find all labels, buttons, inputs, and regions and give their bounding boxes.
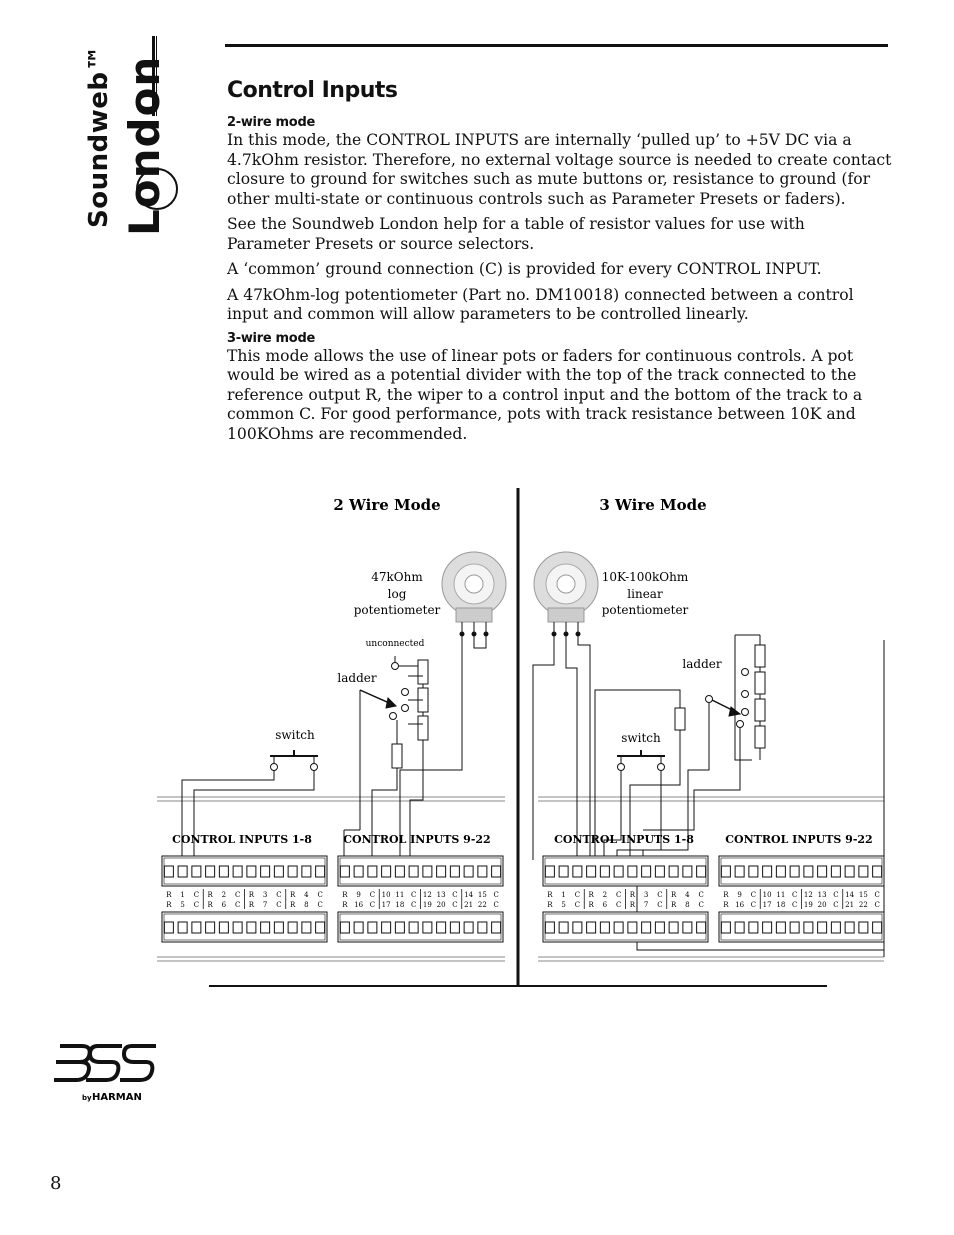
two-wire-paragraph: In this mode, the CONTROL INPUTS are internally ‘pulled up’ to +5V DC via a 4.7kOhm resistor. Therefore, no external voltage source is needed to create contact closure to ground for switches such as mute buttons or, resistance to ground (for other multi-state or continuous controls such as Parameter Presets or faders). (227, 131, 892, 208)
terminal-screw (845, 922, 854, 933)
terminal-label: R (588, 901, 594, 909)
terminal-label: 1 (180, 891, 185, 899)
logo-by: by (82, 1094, 92, 1102)
page-number: 8 (50, 1173, 62, 1194)
terminal-screw (288, 922, 297, 933)
potentiometer-icon (534, 552, 598, 634)
pot-label-line: 10K-100kOhm (601, 570, 689, 584)
switch-icon (182, 750, 318, 862)
resistor-ladder (360, 634, 486, 860)
terminal-label: 11 (776, 891, 786, 899)
logo-harman: HARMAN (92, 1092, 142, 1103)
resistor-ladder (595, 635, 884, 950)
three-wire-title: 3 Wire Mode (599, 496, 707, 514)
terminal-label: 4 (304, 891, 309, 899)
potentiometer-icon (442, 552, 506, 634)
terminal-label: C (410, 901, 417, 909)
terminal-screw (804, 866, 813, 877)
unconnected-label: unconnected (365, 639, 425, 649)
terminal-screw (763, 922, 772, 933)
terminal-label: C (874, 891, 880, 899)
brand-product-line: London (120, 55, 169, 236)
terminal-label: 14 (464, 891, 474, 899)
terminal-label: C (493, 891, 499, 899)
terminal-label: 2 (221, 891, 227, 899)
terminal-screw (464, 866, 473, 877)
terminal-screw (628, 866, 637, 877)
terminal-label: C (493, 901, 499, 909)
terminal-screw (261, 922, 270, 933)
terminal-label: C (833, 901, 839, 909)
terminal-block-9-22 (338, 856, 503, 942)
terminal-screw (247, 922, 256, 933)
terminal-label: 3 (643, 891, 649, 899)
terminal-screw (395, 922, 404, 933)
terminal-label: 12 (803, 891, 813, 899)
terminal-label: R (723, 901, 729, 909)
terminal-label: C (750, 901, 757, 909)
terminal-screw (437, 922, 446, 933)
terminal-screw (669, 866, 678, 877)
terminal-label: C (452, 891, 458, 899)
terminal-label: R (629, 891, 636, 899)
terminal-label: 19 (422, 901, 432, 909)
terminal-screw (831, 922, 840, 933)
terminal-screw (423, 922, 432, 933)
terminal-screw (776, 866, 785, 877)
terminal-block-1-8 (543, 856, 708, 942)
terminal-screw (721, 922, 730, 933)
terminal-label: R (289, 901, 296, 909)
terminal-label: R (670, 901, 677, 909)
terminal-label: 11 (395, 891, 405, 899)
terminal-label: C (276, 901, 282, 909)
terminal-screw (614, 922, 623, 933)
terminal-label: C (574, 901, 581, 909)
terminal-label: 19 (803, 901, 813, 909)
terminal-label: 14 (845, 891, 855, 899)
pot-label-line: linear (627, 587, 663, 601)
terminal-screw (735, 866, 744, 877)
terminal-screw (382, 922, 391, 933)
terminal-label: C (791, 891, 798, 899)
terminal-screw (340, 866, 349, 877)
three-wire-heading: 3-wire mode (227, 330, 315, 346)
terminal-label: C (750, 891, 757, 899)
terminal-screw (859, 922, 868, 933)
terminal-screw (164, 922, 173, 933)
terminal-screw (697, 866, 706, 877)
terminal-screw (804, 922, 813, 933)
terminal-screw (409, 866, 418, 877)
terminal-screw (233, 922, 242, 933)
terminal-label: 13 (436, 891, 446, 899)
block-title: CONTROL INPUTS 1-8 (554, 833, 694, 846)
terminal-screw (316, 866, 325, 877)
terminal-screw (600, 922, 609, 933)
pot-label-line: potentiometer (353, 603, 441, 617)
terminal-label: C (369, 901, 376, 909)
terminal-screw (683, 922, 692, 933)
two-wire-title: 2 Wire Mode (333, 496, 441, 514)
terminal-screw (219, 922, 228, 933)
terminal-label: 5 (561, 901, 566, 909)
terminal-label: R (629, 901, 636, 909)
terminal-label: C (193, 901, 200, 909)
terminal-label: 1 (561, 891, 566, 899)
terminal-label: 10 (381, 891, 391, 899)
terminal-screw (559, 922, 568, 933)
terminal-label: 7 (262, 901, 268, 909)
terminal-screw (192, 922, 201, 933)
terminal-label: R (547, 901, 553, 909)
terminal-label: C (833, 891, 839, 899)
terminal-screw (302, 866, 311, 877)
terminal-screw (340, 922, 349, 933)
terminal-screw (178, 866, 187, 877)
terminal-screw (164, 866, 173, 877)
terminal-label: 9 (356, 891, 361, 899)
terminal-screw (261, 866, 270, 877)
terminal-label: R (166, 901, 172, 909)
terminal-label: 16 (354, 901, 364, 909)
terminal-screw (831, 866, 840, 877)
terminal-screw (642, 922, 651, 933)
terminal-screw (545, 866, 554, 877)
terminal-block-1-8 (162, 856, 327, 942)
terminal-label: C (874, 901, 880, 909)
terminal-screw (587, 922, 596, 933)
pot-label-line: log (387, 587, 407, 601)
terminal-label: 18 (395, 901, 405, 909)
terminal-screw (559, 866, 568, 877)
terminal-label: 12 (422, 891, 432, 899)
terminal-screw (233, 866, 242, 877)
terminal-label: R (342, 901, 348, 909)
section-title: Control Inputs (227, 78, 398, 103)
terminal-label: C (698, 901, 704, 909)
pot-wiring (533, 634, 590, 860)
terminal-label: R (248, 891, 255, 899)
two-wire-paragraph: A 47kOhm-log potentiometer (Part no. DM10018) connected between a control input and common will allow parameters to be controlled linearly. (227, 285, 854, 323)
terminal-label: 6 (221, 901, 227, 909)
terminal-screw (614, 866, 623, 877)
terminal-screw (274, 866, 283, 877)
terminal-label: 5 (180, 901, 185, 909)
terminal-screw (464, 922, 473, 933)
terminal-screw (683, 866, 692, 877)
terminal-label: 17 (762, 901, 772, 909)
terminal-screw (382, 866, 391, 877)
top-rule (225, 44, 888, 47)
terminal-label: R (166, 891, 172, 899)
terminal-label: C (657, 891, 663, 899)
terminal-screw (437, 866, 446, 877)
terminal-screw (655, 922, 664, 933)
brand-product: Soundweb™ (84, 45, 114, 228)
block-title: CONTROL INPUTS 9-22 (725, 833, 873, 846)
terminal-label: C (698, 891, 704, 899)
terminal-label: 8 (304, 901, 309, 909)
terminal-screw (600, 866, 609, 877)
terminal-label: 17 (381, 901, 391, 909)
terminal-screw (450, 866, 459, 877)
terminal-screw (859, 866, 868, 877)
terminal-screw (628, 922, 637, 933)
terminal-screw (206, 866, 215, 877)
two-wire-paragraph: A ‘common’ ground connection (C) is provided for every CONTROL INPUT. (227, 260, 822, 278)
terminal-label: 13 (817, 891, 827, 899)
two-wire-heading: 2-wire mode (227, 115, 315, 130)
terminal-label: R (670, 891, 677, 899)
terminal-label: 20 (817, 901, 827, 909)
terminal-screw (478, 866, 487, 877)
terminal-label: R (723, 891, 729, 899)
terminal-screw (763, 866, 772, 877)
terminal-label: 21 (845, 901, 855, 909)
terminal-label: 15 (858, 891, 868, 899)
switch-icon (604, 750, 665, 862)
terminal-label: C (193, 891, 200, 899)
terminal-label: C (452, 901, 458, 909)
terminal-label: R (207, 891, 213, 899)
terminal-screw (818, 922, 827, 933)
terminal-screw (873, 866, 882, 877)
block-title: CONTROL INPUTS 1-8 (172, 833, 312, 846)
terminal-label: 9 (737, 891, 742, 899)
terminal-screw (776, 922, 785, 933)
terminal-label: R (547, 891, 553, 899)
terminal-label: C (615, 891, 622, 899)
terminal-screw (790, 922, 799, 933)
switch-label: switch (275, 728, 315, 742)
terminal-screw (655, 866, 664, 877)
terminal-screw (354, 866, 363, 877)
terminal-label: 4 (685, 891, 690, 899)
ladder-label: ladder (682, 657, 722, 671)
bss-logo (52, 1040, 162, 1112)
terminal-label: R (342, 891, 348, 899)
switch-label: switch (621, 731, 661, 745)
terminal-label: R (289, 891, 296, 899)
terminal-label: 18 (776, 901, 786, 909)
terminal-label: 7 (643, 901, 649, 909)
terminal-label: R (207, 901, 213, 909)
terminal-screw (192, 866, 201, 877)
terminal-label: 8 (685, 901, 690, 909)
terminal-screw (354, 922, 363, 933)
terminal-screw (790, 866, 799, 877)
terminal-screw (735, 922, 744, 933)
terminal-screw (288, 866, 297, 877)
terminal-screw (573, 922, 582, 933)
terminal-label: C (791, 901, 798, 909)
terminal-label: C (574, 891, 581, 899)
terminal-label: 2 (602, 891, 608, 899)
terminal-block-9-22 (719, 856, 884, 942)
terminal-screw (423, 866, 432, 877)
terminal-label: R (588, 891, 594, 899)
pot-label-line: 47kOhm (371, 570, 423, 584)
terminal-screw (302, 922, 311, 933)
three-wire-paragraph: This mode allows the use of linear pots or faders for continuous controls. A pot would be wired as a potential divider with the top of the track connected to the reference output R, the wiper to a control input and the bottom of the track to a common C. For good performance, pots with track resistance between 10K and 100KOhms are recommended. (227, 346, 863, 443)
terminal-label: C (369, 891, 376, 899)
main-content (227, 78, 892, 450)
terminal-label: 20 (436, 901, 446, 909)
terminal-label: 10 (762, 891, 772, 899)
terminal-screw (573, 866, 582, 877)
terminal-screw (247, 866, 256, 877)
terminal-label: C (234, 891, 241, 899)
terminal-screw (587, 866, 596, 877)
terminal-label: C (317, 891, 323, 899)
block-title: CONTROL INPUTS 9-22 (343, 833, 491, 846)
terminal-screw (368, 922, 377, 933)
terminal-screw (368, 866, 377, 877)
terminal-label: 3 (262, 891, 268, 899)
terminal-screw (492, 922, 501, 933)
terminal-screw (749, 866, 758, 877)
terminal-label: 22 (477, 901, 487, 909)
terminal-label: 21 (464, 901, 474, 909)
ladder-label: ladder (337, 671, 377, 685)
terminal-label: 6 (602, 901, 608, 909)
terminal-screw (395, 866, 404, 877)
terminal-screw (642, 866, 651, 877)
terminal-label: C (657, 901, 663, 909)
terminal-screw (873, 922, 882, 933)
terminal-screw (545, 922, 554, 933)
terminal-screw (206, 922, 215, 933)
terminal-label: C (615, 901, 622, 909)
terminal-label: C (234, 901, 241, 909)
two-wire-paragraph: See the Soundweb London help for a table of resistor values for use with Parameter Presets or source selectors. (227, 215, 805, 253)
terminal-label: 15 (477, 891, 487, 899)
terminal-screw (478, 922, 487, 933)
terminal-screw (845, 866, 854, 877)
terminal-screw (818, 866, 827, 877)
terminal-label: R (248, 901, 255, 909)
terminal-screw (450, 922, 459, 933)
terminal-screw (697, 922, 706, 933)
terminal-screw (274, 922, 283, 933)
pot-label-line: potentiometer (601, 603, 689, 617)
terminal-screw (669, 922, 678, 933)
terminal-screw (749, 922, 758, 933)
terminal-label: C (317, 901, 323, 909)
terminal-screw (409, 922, 418, 933)
terminal-screw (219, 866, 228, 877)
terminal-screw (316, 922, 325, 933)
terminal-screw (178, 922, 187, 933)
terminal-label: C (410, 891, 417, 899)
terminal-label: 22 (858, 901, 868, 909)
terminal-screw (492, 866, 501, 877)
terminal-screw (721, 866, 730, 877)
terminal-label: C (276, 891, 282, 899)
terminal-label: 16 (735, 901, 745, 909)
